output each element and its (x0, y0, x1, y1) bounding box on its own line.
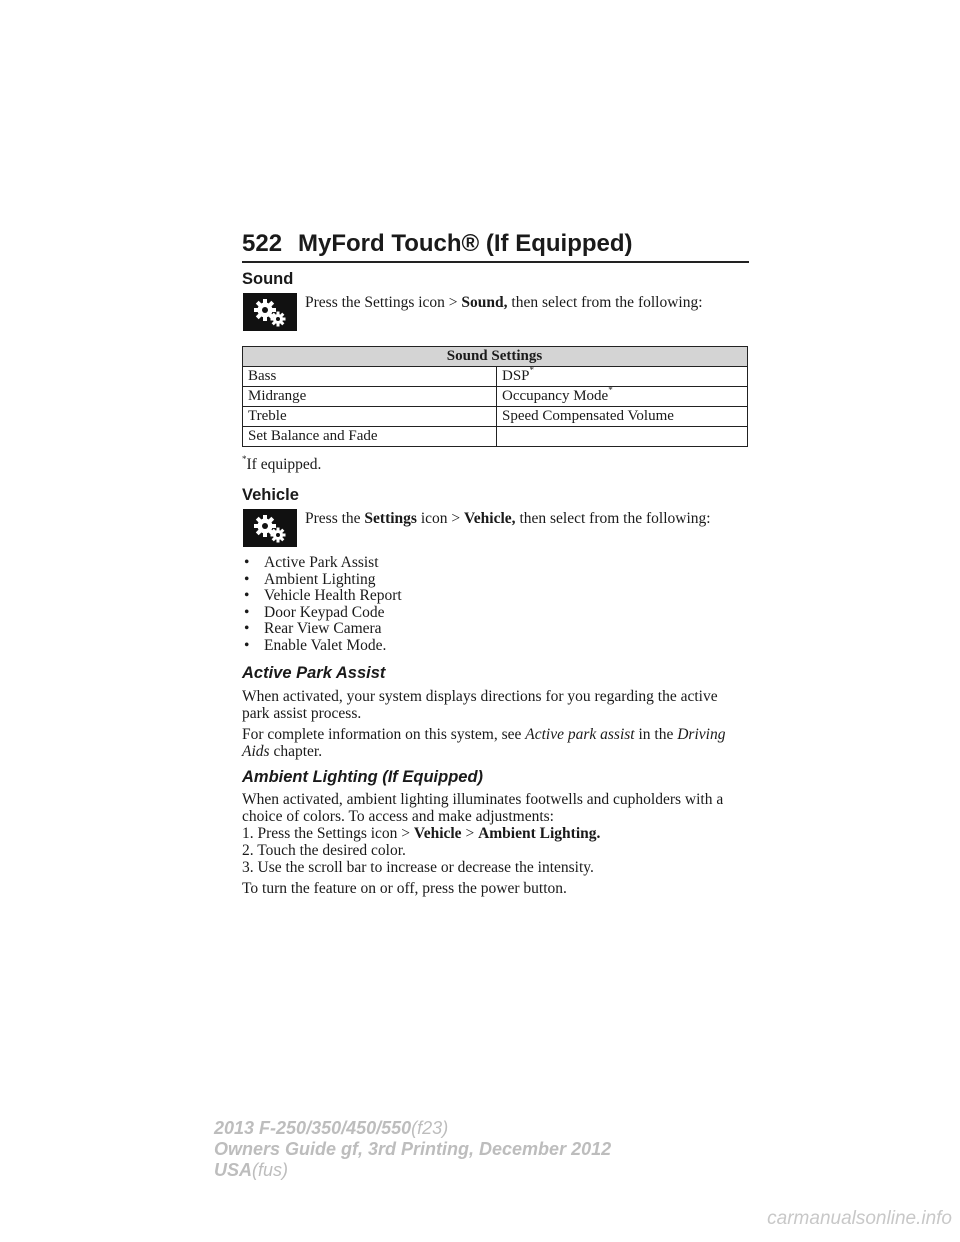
document-footer: 2013 F-250/350/450/550(f23) Owners Guide gf, 3rd Printing, December 2012 USA(fus) (214, 1118, 612, 1180)
table-cell: Treble (243, 407, 497, 427)
list-item: • Vehicle Health Report (244, 587, 402, 605)
vehicle-heading: Vehicle (242, 486, 299, 504)
step-1: 1. Press the Settings icon > Vehicle > Ambient Lighting. (242, 825, 601, 842)
table-row (243, 367, 748, 387)
ambient-lighting-steps (242, 825, 742, 876)
chapter-title: MyFord Touch® (If Equipped) (298, 230, 633, 257)
ambient-lighting-paragraph: When activated, ambient lighting illuminates footwells and cupholders with a choice of colors. To access and make adjustments: (242, 791, 724, 825)
table-cell: Midrange (243, 387, 497, 407)
active-park-assist-heading: Active Park Assist (242, 664, 386, 682)
table-row (243, 427, 748, 447)
table-title: Sound Settings (243, 347, 748, 367)
table-cell: Bass (243, 367, 497, 387)
active-park-assist-reference: For complete information on this system, see Active park assist in the Driving Aids chapter. (242, 726, 726, 760)
settings-gears-icon (243, 293, 297, 331)
table-cell: DSP* (497, 367, 748, 387)
watermark: carmanualsonline.info (767, 1208, 952, 1229)
sound-intro: Press the Settings icon > Sound, then select from the following: (305, 294, 703, 311)
table-row (243, 407, 748, 427)
list-item: • Active Park Assist (244, 554, 379, 571)
table-row (243, 387, 748, 407)
step-3: 3. Use the scroll bar to increase or decrease the intensity. (242, 859, 594, 876)
step-2: 2. Touch the desired color. (242, 842, 406, 859)
table-cell: Occupancy Mode* (497, 387, 748, 407)
table-cell (497, 427, 748, 447)
table-footnote: *If equipped. (242, 453, 322, 473)
vehicle-options-list (242, 555, 402, 655)
vehicle-intro: Press the Settings icon > Vehicle, then select from the following: (305, 510, 711, 527)
settings-gears-icon (243, 509, 297, 547)
list-item: • Enable Valet Mode. (244, 636, 387, 654)
sound-heading: Sound (242, 270, 294, 288)
power-button-paragraph: To turn the feature on or off, press the power button. (242, 880, 567, 897)
table-cell: Speed Compensated Volume (497, 407, 748, 427)
list-item: • Rear View Camera (244, 620, 382, 638)
active-park-assist-paragraph: When activated, your system displays directions for you regarding the active park assist process. (242, 688, 718, 722)
page-number: 522 (242, 230, 283, 257)
table-cell: Set Balance and Fade (243, 427, 497, 447)
list-item: • Door Keypad Code (244, 603, 385, 621)
list-item: • Ambient Lighting (244, 570, 376, 588)
sound-settings-table (242, 346, 748, 447)
page-header (242, 228, 749, 263)
ambient-lighting-heading: Ambient Lighting (If Equipped) (242, 768, 484, 786)
